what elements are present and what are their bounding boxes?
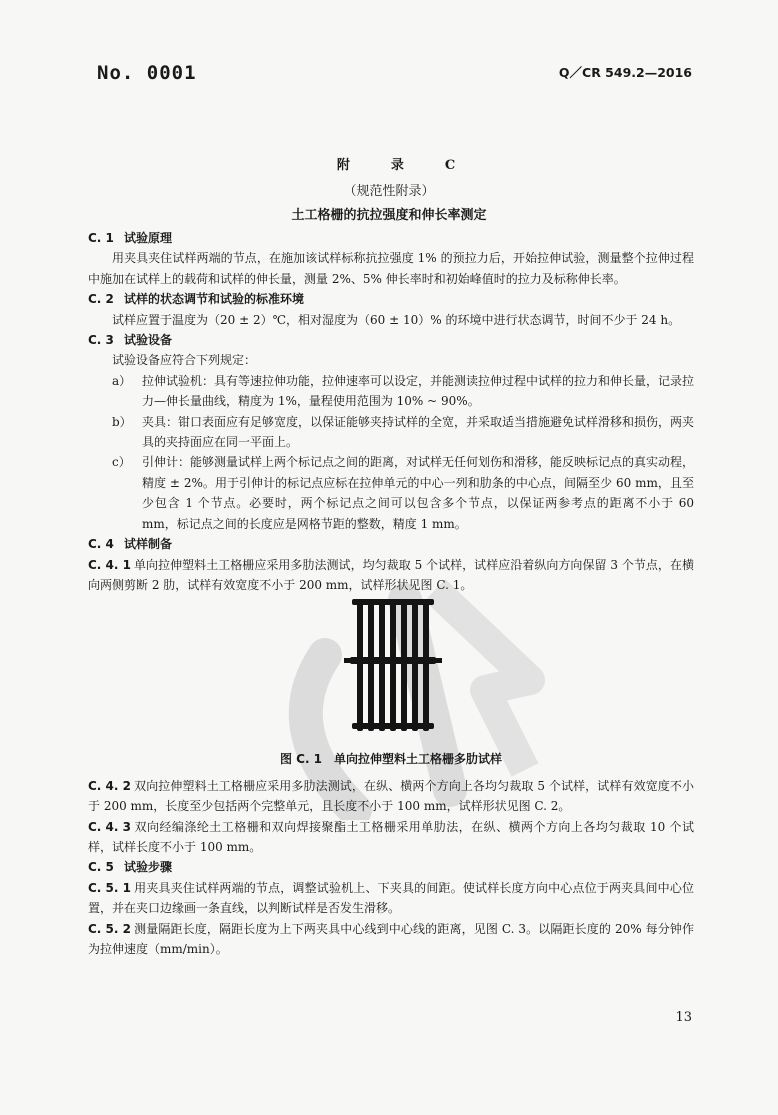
- list-item: b） 夹具：钳口表面应有足够宽度，以保证能够夹持试样的全宽，并采取适当措施避免试样滑移和损伤，两夹具的夹持面应在同一平面上。: [112, 414, 695, 450]
- document-number: No. 0001: [97, 62, 197, 84]
- paragraph-c3-intro: 试验设备应符合下列规定：: [112, 353, 257, 368]
- paragraph-c1: 用夹具夹住试样两端的节点，在施加该试样标称抗拉强度 1% 的预拉力后，开始拉伸试验，测量整个拉伸过程中施加在试样上的载荷和试样的伸长量，测量 2%、5% 伸长率时和初始峰值时的拉力及标称伸长率。: [88, 251, 694, 286]
- page-number: 13: [675, 1010, 692, 1025]
- paragraph-c4-3: C. 4. 3 双向经编涤纶土工格栅和双向焊接聚酯土工格栅采用单肋法，在纵、横两个方向上各均匀裁取 10 个试样，试样长度不小于 100 mm。: [88, 819, 694, 854]
- appendix-title: 附 录 C: [336, 158, 470, 173]
- paragraph-c5-1: C. 5. 1 用夹具夹住试样两端的节点，调整试验机上、下夹具的间距。使试样长度方向中心点位于两夹具间中心位置，并在夹口边缘画一条直线，以判断试样是否发生滑移。: [88, 880, 694, 916]
- document-body: [88, 228, 694, 959]
- list-item: a） 拉伸试验机：具有等速拉伸功能，拉伸速率可以设定，并能测读拉伸过程中试样的拉力和伸长量，记录拉力—伸长量曲线，精度为 1%，量程使用范围为 10% ~ 90%。: [112, 373, 695, 409]
- section-heading-c4: C. 4 试样制备: [88, 537, 173, 552]
- paragraph-c4-2: C. 4. 2 双向拉伸塑料土工格栅应采用多肋法测试，在纵、横两个方向上各均匀裁取 5 个试样，试样有效宽度不小于 200 mm，长度至少包括两个完整单元，且长度不小于 100 mm，试样形状见图 C. 2。: [88, 778, 694, 814]
- section-heading-c3: C. 3 试验设备: [88, 333, 173, 348]
- figure-c1: [88, 595, 694, 741]
- appendix-type: （规范性附录）: [343, 184, 435, 199]
- paragraph-c2: 试样应置于温度为（20 ± 2）℃，相对湿度为（60 ± 10）% 的环境中进行状态调节，时间不少于 24 h。: [112, 312, 681, 327]
- standard-code: Q／CR 549.2—2016: [558, 65, 692, 80]
- section-heading-c5: C. 5 试验步骤: [88, 860, 173, 875]
- list-item: c） 引伸计：能够测量试样上两个标记点之间的距离，对试样无任何划伤和滑移，能反映标记点的真实动程，精度 ± 2%。用于引伸计的标记点应标在拉伸单元的中心一列和肋条的中心点，间隔至少 60 mm，且至少包含 1 个节点。必要时，两个标记点之间可以包含多个节点，以保证两参考点的距离不小于 60 mm，标记点之间的长度应是网格节距的整数，精度 1 mm。: [112, 455, 695, 531]
- section-heading-c1: C. 1 试验原理: [88, 231, 173, 245]
- geogrid-specimen-image: [88, 595, 694, 741]
- appendix-subject: 土工格栅的抗拉强度和伸长率测定: [291, 208, 487, 223]
- paragraph-c5-2: C. 5. 2 测量隔距长度，隔距长度为上下两夹具中心线到中心线的距离，见图 C. 3。以隔距长度的 20% 每分钟作为拉伸速度（mm/min）。: [88, 921, 694, 956]
- figure-caption: 图 C. 1 单向拉伸塑料土工格栅多肋试样: [279, 752, 503, 767]
- paragraph-c4-1: C. 4. 1 单向拉伸塑料土工格栅应采用多肋法测试，均匀裁取 5 个试样，试样应沿着纵向方向保留 3 个节点，在横向两侧剪断 2 肋，试样有效宽度不小于 200 mm，试样形状见图 C. 1。: [88, 557, 694, 592]
- section-heading-c2: C. 2 试样的状态调节和试验的标准环境: [88, 292, 305, 307]
